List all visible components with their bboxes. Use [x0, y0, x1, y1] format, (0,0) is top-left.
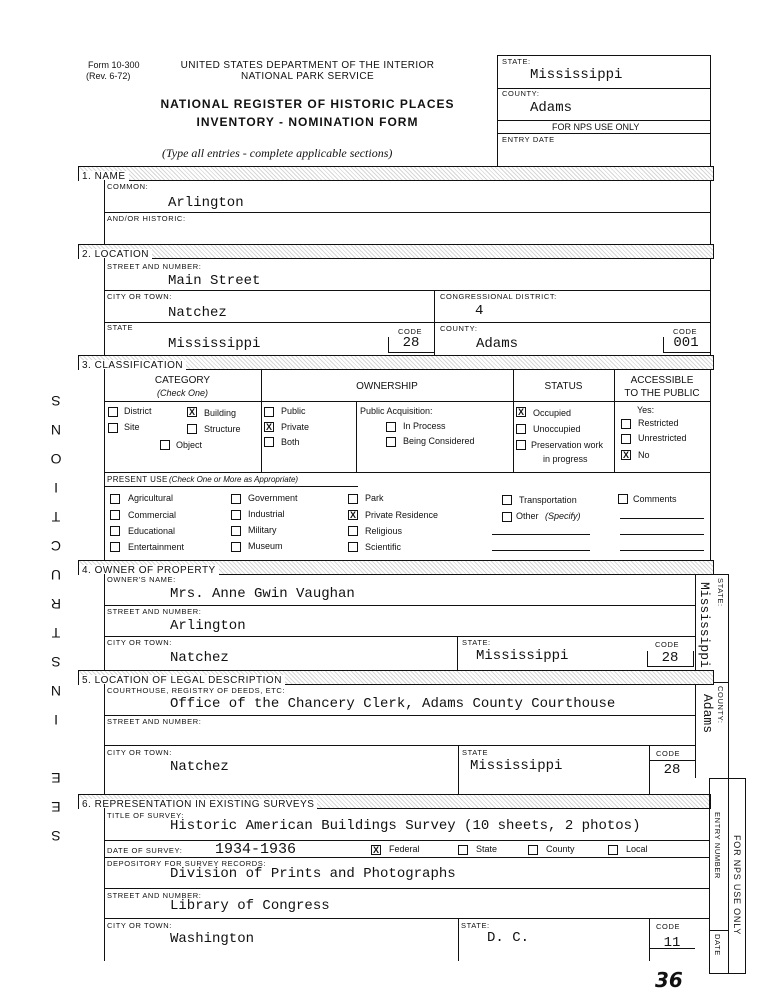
- preservation-option-2: in progress: [543, 454, 588, 464]
- side-county-value: Adams: [700, 694, 715, 734]
- loc-county-label: COUNTY:: [440, 324, 478, 333]
- industrial-checkbox[interactable]: [231, 510, 241, 520]
- structure-checkbox[interactable]: [187, 424, 197, 434]
- owner-city-value: Natchez: [170, 650, 229, 666]
- agricultural-option: Agricultural: [128, 493, 174, 503]
- public-checkbox[interactable]: [264, 407, 274, 417]
- historic-label: AND/OR HISTORIC:: [107, 214, 186, 223]
- scientific-checkbox[interactable]: [348, 542, 358, 552]
- loc-state-value: Mississippi: [168, 336, 261, 352]
- loc-state-label: STATE: [107, 323, 134, 332]
- museum-option: Museum: [248, 541, 283, 551]
- loc-state-code-label: CODE: [398, 327, 423, 336]
- transportation-checkbox[interactable]: [502, 495, 512, 505]
- section-2-heading: 2. LOCATION: [79, 249, 152, 260]
- section-5-bar: [78, 670, 714, 685]
- legal-city-value: Natchez: [170, 759, 229, 775]
- private-residence-option: Private Residence: [365, 510, 439, 520]
- loc-county-code: 001: [673, 335, 699, 351]
- accessible-label-2: TO THE PUBLIC: [624, 388, 700, 399]
- section-6-heading: 6. REPRESENTATION IN EXISTING SURVEYS: [79, 799, 317, 810]
- object-option: Object: [176, 440, 203, 450]
- scientific-option: Scientific: [365, 542, 402, 552]
- side-state-value: Mississippi: [697, 582, 712, 668]
- courthouse-label: COURTHOUSE, REGISTRY OF DEEDS, ETC:: [107, 686, 286, 695]
- specify-note: (Specify): [545, 511, 581, 521]
- private-checkbox[interactable]: X: [265, 422, 272, 432]
- both-option: Both: [281, 437, 300, 447]
- loc-city-value: Natchez: [168, 305, 227, 321]
- unoccupied-option: Unoccupied: [533, 424, 581, 434]
- site-checkbox[interactable]: [108, 423, 118, 433]
- religious-option: Religious: [365, 526, 403, 536]
- park-option: Park: [365, 493, 384, 503]
- legal-city-label: CITY OR TOWN:: [107, 748, 172, 757]
- object-checkbox[interactable]: [160, 440, 170, 450]
- survey-title-value: Historic American Buildings Survey (10 sheets, 2 photos): [170, 818, 641, 834]
- other-checkbox[interactable]: [502, 512, 512, 522]
- side-state-label: STATE:: [716, 578, 725, 607]
- section-3-heading: 3. CLASSIFICATION: [79, 360, 186, 371]
- private-option: Private: [281, 422, 310, 432]
- unoccupied-checkbox[interactable]: [516, 424, 526, 434]
- public-acquisition-label: Public Acquisition:: [360, 406, 433, 416]
- present-use-label: PRESENT USE: [107, 475, 168, 484]
- form-number: Form 10-300: [88, 60, 140, 70]
- form-revision: (Rev. 6-72): [86, 71, 131, 81]
- owner-city-label: CITY OR TOWN:: [107, 638, 172, 647]
- see-instructions: SEE INSTRUCTIONS: [48, 380, 64, 844]
- legal-code-label: CODE: [656, 749, 681, 758]
- category-label: CATEGORY: [154, 375, 211, 386]
- survey-code-label: CODE: [656, 922, 681, 931]
- ownership-label: OWNERSHIP: [356, 381, 418, 392]
- common-label: COMMON:: [107, 182, 149, 191]
- section-1-bar: [78, 166, 714, 181]
- unrestricted-option: Unrestricted: [638, 433, 687, 443]
- owner-code-value: 28: [661, 650, 679, 666]
- corner-county-value: Adams: [530, 100, 573, 116]
- corner-state-value: Mississippi: [530, 67, 623, 83]
- private-residence-checkbox[interactable]: X: [349, 510, 356, 520]
- no-option: No: [638, 450, 650, 460]
- access-yes-label: Yes:: [637, 405, 655, 415]
- in-process-checkbox[interactable]: [386, 422, 396, 432]
- section-4-heading: 4. OWNER OF PROPERTY: [79, 565, 219, 576]
- county-checkbox[interactable]: [528, 845, 538, 855]
- depository-value: Division of Prints and Photographs: [170, 866, 456, 882]
- state-checkbox[interactable]: [458, 845, 468, 855]
- entertainment-checkbox[interactable]: [110, 542, 120, 552]
- other-option: Other: [516, 511, 539, 521]
- section-6-bar: [78, 794, 711, 809]
- government-option: Government: [248, 493, 298, 503]
- district-label: CONGRESSIONAL DISTRICT:: [440, 292, 557, 301]
- corner-nps-use: FOR NPS USE ONLY: [552, 122, 640, 132]
- owner-code-label: CODE: [655, 640, 680, 649]
- being-considered-checkbox[interactable]: [386, 437, 396, 447]
- department: UNITED STATES DEPARTMENT OF THE INTERIOR: [180, 60, 435, 71]
- military-checkbox[interactable]: [231, 526, 241, 536]
- comments-option: Comments: [633, 494, 677, 504]
- present-use-note: (Check One or More as Appropriate): [169, 475, 299, 484]
- check-one: (Check One): [156, 388, 209, 398]
- commercial-option: Commercial: [128, 510, 177, 520]
- entry-number-label: ENTRY NUMBER: [713, 812, 722, 879]
- legal-code-value: 28: [663, 762, 681, 778]
- preservation-option-1: Preservation work: [531, 440, 604, 450]
- public-option: Public: [281, 406, 306, 416]
- comments-checkbox[interactable]: [618, 494, 628, 504]
- district-checkbox[interactable]: [108, 407, 118, 417]
- restricted-option: Restricted: [638, 418, 679, 428]
- survey-date-label: DATE OF SURVEY:: [107, 846, 183, 855]
- loc-city-label: CITY OR TOWN:: [107, 292, 172, 301]
- educational-option: Educational: [128, 526, 176, 536]
- occupied-checkbox[interactable]: X: [517, 407, 524, 417]
- corner-entry-date-label: ENTRY DATE: [502, 135, 555, 144]
- federal-option: Federal: [389, 844, 420, 854]
- local-option: Local: [626, 844, 648, 854]
- section-3-bar: [78, 355, 714, 370]
- industrial-option: Industrial: [248, 509, 285, 519]
- agricultural-checkbox[interactable]: [110, 494, 120, 504]
- military-option: Military: [248, 525, 277, 535]
- legal-state-label: STATE: [462, 748, 489, 757]
- side-county-label: COUNTY:: [716, 686, 725, 724]
- section-1-heading: 1. NAME: [79, 171, 129, 182]
- owner-value: Mrs. Anne Gwin Vaughan: [170, 586, 355, 602]
- park-checkbox[interactable]: [348, 494, 358, 504]
- survey-state-label: STATE:: [461, 921, 490, 930]
- entertainment-option: Entertainment: [128, 542, 185, 552]
- owner-state-label: STATE:: [462, 638, 491, 647]
- county-option: County: [546, 844, 575, 854]
- commercial-checkbox[interactable]: [110, 510, 120, 520]
- being-considered-option: Being Considered: [403, 436, 475, 446]
- corner-state-label: STATE:: [502, 57, 531, 66]
- section-5-heading: 5. LOCATION OF LEGAL DESCRIPTION: [79, 675, 285, 686]
- status-label: STATUS: [544, 381, 583, 392]
- common-value: Arlington: [168, 195, 244, 211]
- corner-county-label: COUNTY:: [502, 89, 540, 98]
- occupied-option: Occupied: [533, 408, 572, 418]
- local-checkbox[interactable]: [608, 845, 618, 855]
- owner-street-value: Arlington: [170, 618, 246, 634]
- owner-label: OWNER'S NAME:: [107, 575, 176, 584]
- educational-checkbox[interactable]: [110, 526, 120, 536]
- depository-label: DEPOSITORY FOR SURVEY RECORDS:: [107, 859, 267, 868]
- transportation-option: Transportation: [519, 495, 577, 505]
- in-process-option: In Process: [403, 421, 446, 431]
- section-4-bar: [78, 560, 714, 575]
- loc-state-code: 28: [402, 335, 420, 351]
- nps-date-label: DATE: [713, 934, 722, 956]
- loc-street-label: STREET AND NUMBER:: [107, 262, 202, 271]
- both-checkbox[interactable]: [264, 437, 274, 447]
- service: NATIONAL PARK SERVICE: [240, 71, 375, 82]
- unrestricted-checkbox[interactable]: [621, 434, 631, 444]
- courthouse-value: Office of the Chancery Clerk, Adams County Courthouse: [170, 696, 616, 712]
- museum-checkbox[interactable]: [231, 542, 241, 552]
- loc-county-value: Adams: [476, 336, 519, 352]
- site-option: Site: [124, 422, 140, 432]
- survey-city-label: CITY OR TOWN:: [107, 921, 172, 930]
- page-number: 36: [655, 968, 683, 992]
- state-option: State: [476, 844, 498, 854]
- accessible-label-1: ACCESSIBLE: [630, 375, 694, 386]
- survey-title-label: TITLE OF SURVEY:: [107, 811, 184, 820]
- survey-code-value: 11: [663, 935, 681, 951]
- federal-checkbox[interactable]: X: [372, 845, 379, 855]
- owner-state-value: Mississippi: [476, 648, 569, 664]
- restricted-checkbox[interactable]: [621, 419, 631, 429]
- form-instructions: (Type all entries - complete applicable sections): [162, 146, 393, 160]
- survey-street-label: STREET AND NUMBER:: [107, 891, 202, 900]
- district-option: District: [124, 406, 152, 416]
- structure-option: Structure: [204, 424, 241, 434]
- owner-street-label: STREET AND NUMBER:: [107, 607, 202, 616]
- no-checkbox[interactable]: X: [622, 450, 629, 460]
- for-nps-use-only: FOR NPS USE ONLY: [732, 835, 742, 936]
- form-title-line1: NATIONAL REGISTER OF HISTORIC PLACES: [160, 97, 455, 111]
- legal-state-value: Mississippi: [470, 758, 563, 774]
- preservation-checkbox[interactable]: [516, 440, 526, 450]
- form-title-line2: INVENTORY - NOMINATION FORM: [196, 115, 419, 129]
- survey-street-value: Library of Congress: [170, 898, 330, 914]
- building-checkbox[interactable]: X: [188, 407, 195, 417]
- legal-street-label: STREET AND NUMBER:: [107, 717, 202, 726]
- district-value: 4: [475, 303, 484, 319]
- section-2-bar: [78, 244, 714, 259]
- survey-state-value: D. C.: [487, 930, 530, 946]
- government-checkbox[interactable]: [231, 494, 241, 504]
- religious-checkbox[interactable]: [348, 526, 358, 536]
- survey-date-value: 1934-1936: [215, 841, 297, 858]
- loc-street-value: Main Street: [168, 273, 261, 289]
- loc-county-code-label: CODE: [673, 327, 698, 336]
- survey-city-value: Washington: [170, 931, 255, 947]
- building-option: Building: [204, 408, 237, 418]
